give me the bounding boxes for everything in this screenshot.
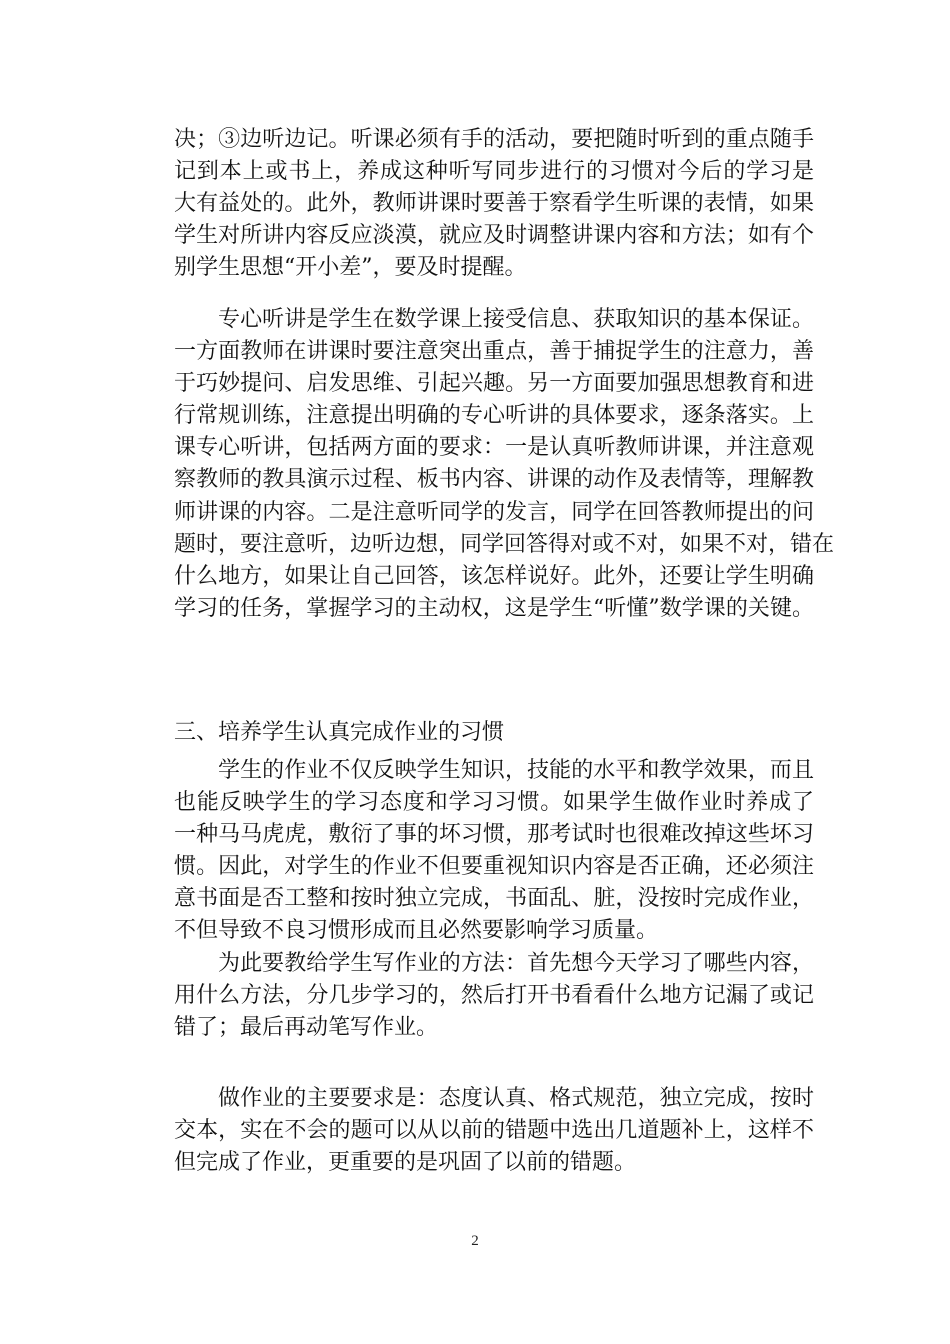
text-line: 什么地方，如果让自己回答，该怎样说好。此外，还要让学生明确	[174, 563, 814, 589]
text-line: 学生的作业不仅反映学生知识，技能的水平和教学效果，而且	[218, 758, 814, 783]
text-line: 一方面教师在讲课时要注意突出重点，善于捕捉学生的注意力，善	[174, 339, 814, 365]
paragraph-3	[174, 755, 814, 948]
text-line: 课专心听讲，包括两方面的要求：一是认真听教师讲课，并注意观	[174, 435, 814, 461]
text-line: 行常规训练，注意提出明确的专心听讲的具体要求，逐条落实。上	[174, 403, 814, 429]
text-line: 用什么方法，分几步学习的，然后打开书看看什么地方记漏了或记	[174, 983, 814, 1009]
paragraph-4	[174, 948, 814, 1044]
text-line: 学习的任务，掌握学习的主动权，这是学生“听懂”数学课的关键。	[174, 595, 814, 621]
text-line: 但完成了作业，更重要的是巩固了以前的错题。	[174, 1150, 637, 1176]
paragraph-5	[174, 1083, 814, 1179]
page-number: 2	[471, 1233, 479, 1249]
text-line: 决；③边听边记。听课必须有手的活动，要把随时听到的重点随手	[174, 127, 814, 152]
text-line: 学生对所讲内容反应淡漠，就应及时调整讲课内容和方法；如有个	[174, 223, 814, 249]
text-line: 交本，实在不会的题可以从以前的错题中选出几道题补上，这样不	[174, 1118, 814, 1144]
text-line: 惯。因此，对学生的作业不但要重视知识内容是否正确，还必须注	[174, 854, 814, 880]
text-line: 于巧妙提问、启发思维、引起兴趣。另一方面要加强思想教育和进	[174, 371, 814, 397]
paragraph-1	[174, 124, 814, 284]
text-line: 记到本上或书上，养成这种听写同步进行的习惯对今后的学习是	[174, 159, 814, 185]
paragraph-2	[174, 304, 835, 625]
text-line: 师讲课的内容。二是注意听同学的发言，同学在回答教师提出的问	[174, 499, 814, 525]
text-line: 也能反映学生的学习态度和学习习惯。如果学生做作业时养成了	[174, 790, 814, 816]
text-line: 一种马马虎虎，敷衍了事的坏习惯，那考试时也很难改掉这些坏习	[174, 822, 814, 848]
text-line: 做作业的主要要求是：态度认真、格式规范，独立完成，按时	[218, 1086, 814, 1111]
text-line: 意书面是否工整和按时独立完成，书面乱、脏，没按时完成作业，	[174, 886, 814, 912]
section-heading	[174, 717, 814, 749]
text-line: 为此要教给学生写作业的方法：首先想今天学习了哪些内容，	[218, 951, 814, 976]
text-line: 别学生思想“开小差”，要及时提醒。	[174, 255, 527, 281]
text-line: 不但导致不良习惯形成而且必然要影响学习质量。	[174, 918, 659, 944]
text-line: 题时，要注意听，边听边想，同学回答得对或不对，如果不对，错在	[174, 531, 835, 557]
text-line: 大有益处的。此外，教师讲课时要善于察看学生听课的表情，如果	[174, 191, 814, 217]
text-line: 专心听讲是学生在数学课上接受信息、获取知识的基本保证。	[218, 307, 814, 332]
text-line: 察教师的教具演示过程、板书内容、讲课的动作及表情等，理解教	[174, 467, 814, 493]
text-line: 错了；最后再动笔写作业。	[174, 1015, 439, 1041]
heading-text: 三、培养学生认真完成作业的习惯	[174, 720, 505, 745]
